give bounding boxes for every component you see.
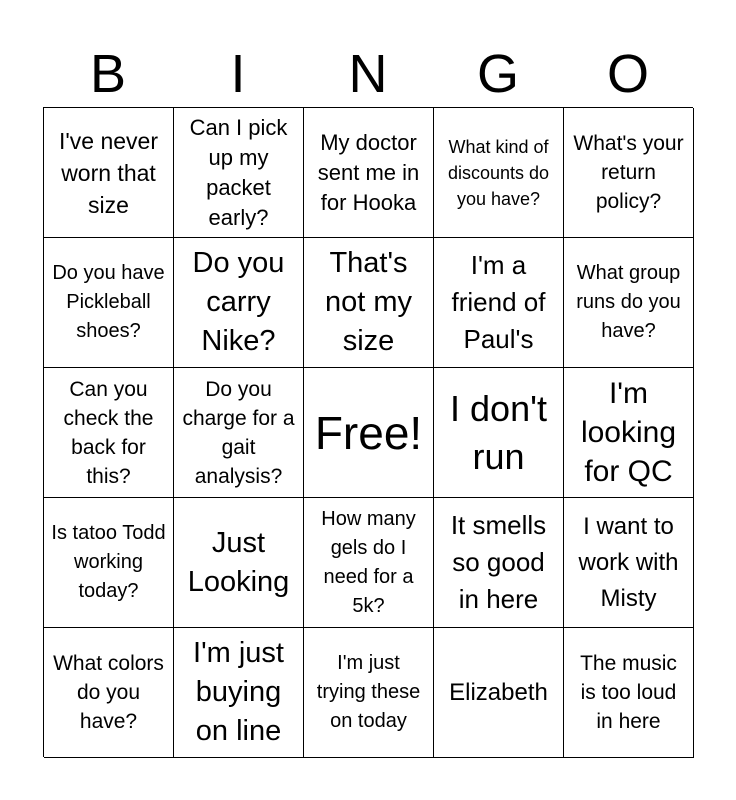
free-space-cell[interactable] bbox=[304, 368, 434, 498]
bingo-board bbox=[43, 107, 693, 757]
cell-text: I'm just buying on line bbox=[193, 637, 284, 747]
cell-text: Do you charge for a gait analysis? bbox=[182, 377, 295, 488]
bingo-cell[interactable] bbox=[564, 628, 694, 758]
bingo-cell[interactable] bbox=[44, 498, 174, 628]
cell-text: Just Looking bbox=[187, 526, 290, 598]
cell-text: I want to work with Misty bbox=[578, 512, 679, 612]
bingo-cell[interactable] bbox=[434, 108, 564, 238]
bingo-cell[interactable] bbox=[44, 368, 174, 498]
bingo-cell[interactable] bbox=[304, 628, 434, 758]
bingo-cell[interactable] bbox=[564, 238, 694, 368]
bingo-cell[interactable] bbox=[174, 238, 304, 368]
cell-text: Is tatoo Todd working today? bbox=[51, 522, 166, 602]
bingo-cell[interactable] bbox=[174, 368, 304, 498]
bingo-cell[interactable] bbox=[304, 238, 434, 368]
header-letter-o: O bbox=[606, 44, 649, 104]
cell-text: I'm just trying these on today bbox=[316, 652, 421, 732]
bingo-cell[interactable] bbox=[174, 108, 304, 238]
cell-text: What group runs do you have? bbox=[576, 262, 681, 342]
cell-text: What's your return policy? bbox=[573, 132, 684, 213]
bingo-cell[interactable] bbox=[44, 238, 174, 368]
cell-text: Can you check the back for this? bbox=[63, 377, 154, 488]
cell-text: The music is too loud in here bbox=[580, 652, 677, 733]
header-letter-n: N bbox=[348, 44, 388, 104]
bingo-cell[interactable] bbox=[304, 108, 434, 238]
cell-text: Do you have Pickleball shoes? bbox=[52, 262, 165, 342]
cell-text: What kind of discounts do you have? bbox=[447, 136, 550, 209]
bingo-header bbox=[43, 42, 693, 106]
bingo-cell[interactable] bbox=[44, 628, 174, 758]
cell-text: Do you carry Nike? bbox=[192, 247, 285, 357]
bingo-cell[interactable] bbox=[564, 498, 694, 628]
cell-text: Can I pick up my packet early? bbox=[189, 114, 288, 230]
cell-text: My doctor sent me in for Hooka bbox=[317, 129, 420, 215]
header-letter-b: B bbox=[89, 44, 127, 104]
bingo-cell[interactable] bbox=[174, 628, 304, 758]
cell-text: I don't run bbox=[450, 387, 547, 477]
cell-text: Elizabeth bbox=[449, 678, 548, 706]
bingo-cell[interactable] bbox=[564, 368, 694, 498]
cell-text: I'm a friend of Paul's bbox=[451, 250, 546, 354]
bingo-cell[interactable] bbox=[434, 368, 564, 498]
bingo-cell[interactable] bbox=[434, 628, 564, 758]
cell-text: How many gels do I need for a 5k? bbox=[321, 507, 416, 617]
bingo-cell[interactable] bbox=[304, 498, 434, 628]
header-letter-g: G bbox=[476, 44, 519, 104]
bingo-cell[interactable] bbox=[44, 108, 174, 238]
bingo-cell[interactable] bbox=[434, 238, 564, 368]
cell-text: That's not my size bbox=[324, 247, 413, 357]
bingo-cell[interactable] bbox=[564, 108, 694, 238]
cell-text: I've never worn that size bbox=[59, 127, 158, 218]
bingo-cell[interactable] bbox=[434, 498, 564, 628]
header-letter-i: I bbox=[230, 44, 246, 104]
cell-text: What colors do you have? bbox=[53, 652, 164, 733]
cell-text: I'm looking for QC bbox=[580, 377, 677, 488]
cell-text: Free! bbox=[314, 406, 423, 459]
bingo-cell[interactable] bbox=[174, 498, 304, 628]
cell-text: It smells so good in here bbox=[450, 510, 547, 614]
